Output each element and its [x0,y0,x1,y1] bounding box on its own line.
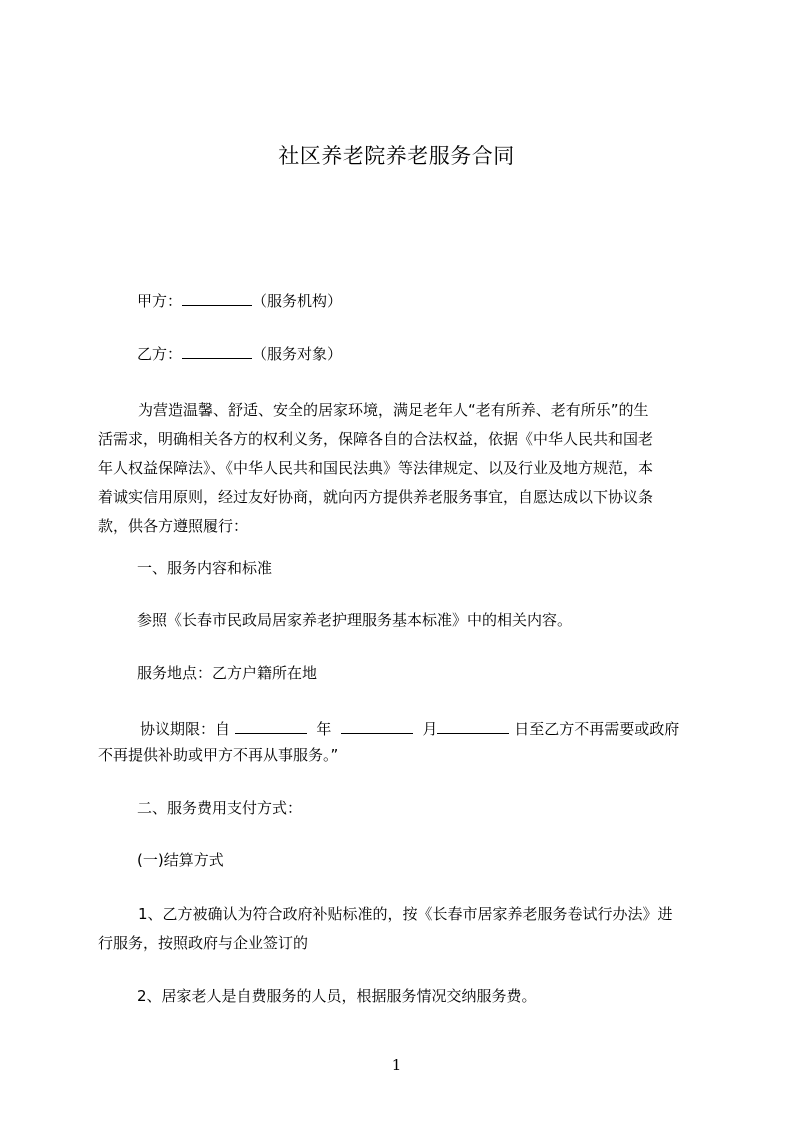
section2-item1 [98,900,718,958]
section2-heading: 二、服务费用支付方式： [137,799,303,817]
party-b-label: 乙方： [137,345,183,363]
period-blank-month [341,718,413,734]
preamble-line: 活需求，明确相关各方的权利义务，保障各自的合法权益，依据《中华人民共和国老 [98,430,654,448]
period-prefix: 协议期限：自 [140,720,231,738]
period-blank-year [235,718,307,734]
period-year-label: 年 [316,720,332,738]
section1-heading: 一、服务内容和标准 [137,559,273,577]
party-a-label: 甲方： [137,292,183,310]
party-a-line [137,290,342,311]
item1-line: 行服务，按照政府与企业签订的 [98,934,309,952]
party-b-blank [182,343,252,359]
preamble-paragraph [98,396,718,541]
party-b-note: （服务对象） [252,345,343,363]
party-a-note: （服务机构） [252,292,343,310]
period-blank-day [437,718,509,734]
section1-reference: 参照《长春市民政局居家养老护理服务基本标准》中的相关内容。 [137,611,573,629]
item1-line: 1、乙方被确认为符合政府补贴标准的，按《长春市居家养老服务卷试行办法》进 [138,905,673,923]
agreement-period-line [140,718,679,739]
preamble-line: 款，供各方遵照履行： [98,517,249,535]
party-b-line [137,343,342,364]
party-a-blank [182,290,252,306]
agreement-period-line2: 不再提供补助或甲方不再从事服务。” [98,746,339,764]
period-suffix: 日至乙方不再需要或政府 [514,720,680,738]
document-title: 社区养老院养老服务合同 [278,144,515,168]
page-number: 1 [391,1056,402,1074]
section1-location: 服务地点：乙方户籍所在地 [137,664,318,682]
preamble-line: 着诚实信用原则，经过友好协商，就向丙方提供养老服务事宜，自愿达成以下协议条 [98,488,654,506]
preamble-line: 年人权益保障法》、《中华人民共和国民法典》等法律规定、以及行业及地方规范，本 [98,459,654,477]
section2-sub-heading: (一)结算方式 [137,851,224,869]
preamble-line: 为营造温馨、舒适、安全的居家环境，满足老年人“老有所养、老有所乐”的生 [138,401,649,419]
section2-item2: 2、居家老人是自费服务的人员，根据服务情况交纳服务费。 [137,987,537,1005]
period-month-label: 月 [422,720,438,738]
